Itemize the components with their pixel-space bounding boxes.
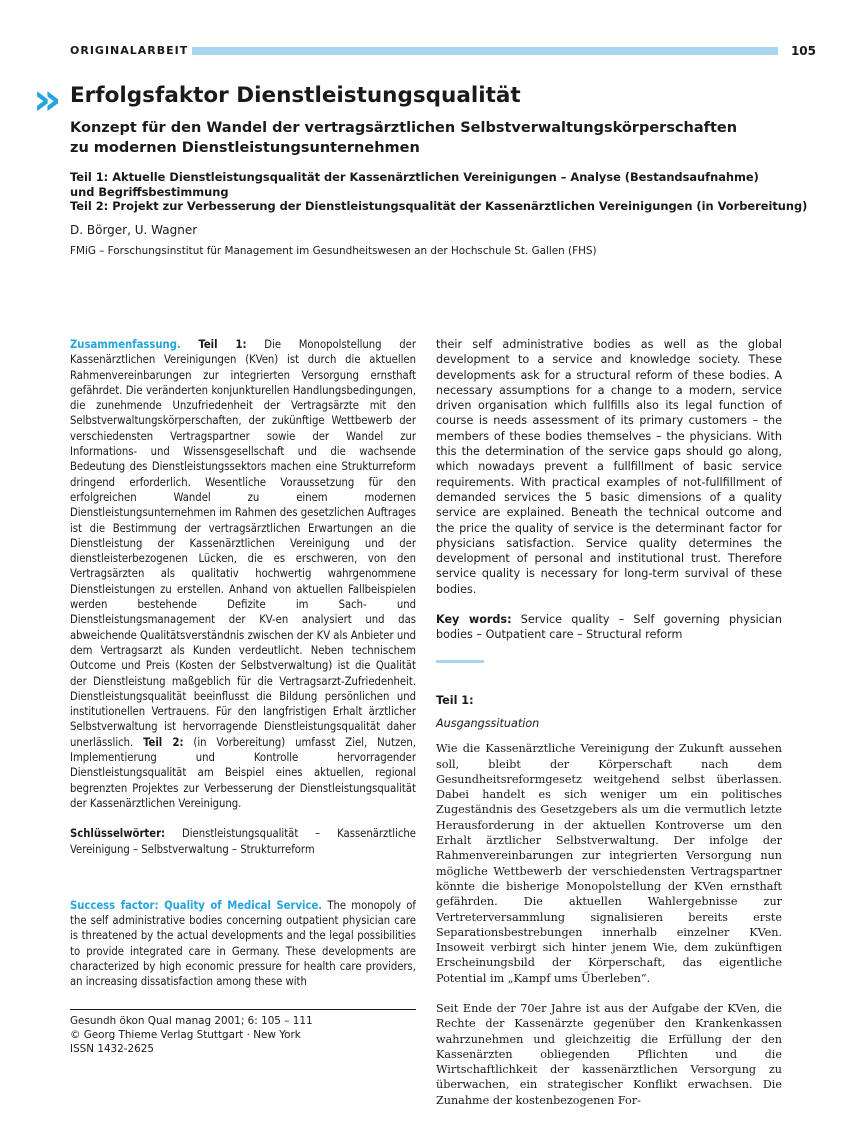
- abstract-german: [70, 337, 416, 811]
- part-title-2: Teil 2: Projekt zur Verbesserung der Dienstleistungsqualität der Kassenärztlichen Vereinigungen (in Vorbereitung): [70, 199, 808, 213]
- keywords-en-label: Key words:: [436, 613, 512, 627]
- abstract-part1-text: Die Monopolstellung der Kassenärztlichen Vereinigungen (KVen) ist durch die aktuellen Rahmenvereinbarungen zur integrierten Versorgung ernsthaft gefährdet. Die veränderten konjunkturellen Handlungsbedingungen, die zunehmende Unzufriedenheit der Vertragsärzte mit den Selbstverwaltungskörperschaften, der zukünftige Wettbewerb der verschiedensten Vertragspartner sowie der Wandel zur Informations- und Wissensgesellschaft und die wachsende Bedeutung des Dienstleistungssektors machen eine Strukturreform dringend erforderlich. Wesentliche Voraussetzung für den erfolgreichen Wandel zu einem modernen Dienstleistungsunternehmen im Rahmen des gesetzlichen Auftrages ist die Bestimmung der vertragsärztlichen Erwartungen an die Dienstleistung der Kassenärztlichen Vereinigung und der dienstleisterbezogenen Lücken, die es erschweren, von den Vertragsärzten als qualitativ hochwertig wahrgenommene Dienstleistungen zu erstellen. Anhand von aktuellen Fallbeispielen werden bestehende Defizite im Sach- und Dienstleistungsmanagement der KV-en analysiert und das abweichende Qualitätsverständnis zwischen der KV als Anbieter und dem Vertragsarzt als Kunden verdeutlicht. Neben technischem Outcome und Preis (Kosten der Selbstverwaltung) ist die Qualität der Dienstleistung maßgeblich für die Vertragsarzt-Zufriedenheit. Dienstleistungsqualität beeinflusst die Bildung persönlichen und institutionellen Vertrauens. Für den langfristigen Erhalt ärztlicher Selbstverwaltung ist hervorragende Dienstleistungsqualität daher unerlässlich.: [70, 338, 416, 749]
- body-paragraph-1: Wie die Kassenärztliche Vereinigung der Zukunft aussehen soll, bleibt der Körperschaft nach dem Gesundheitsreformgesetz weitgehend selbst überlassen. Dabei handelt es sich weniger um ein politisches Zugeständnis des Gesetzgebers als um die vermutlich letzte Herausforderung in der aktuellen Kontroverse um den Erhalt ärztlicher Selbstverwaltung. Der infolge der Rahmenvereinbarungen zur integrierten Versorgung nun mögliche Wettbewerb der verschiedensten Vertragspartner könnte die bisherige Monopolstellung der KVen ernsthaft gefährden. Die aktuellen Wahlergebnisse zur Vertreterversammlung signalisieren bereits erste Separationsbestrebungen innerhalb einzelner KVen. Insoweit verbirgt sich hinter jenem Wie, dem zukünftigen Erscheinungsbild der Körperschaft, das eigentliche Potential im „Kampf ums Überleben“.: [436, 742, 782, 985]
- footer-issn: ISSN 1432-2625: [70, 1043, 154, 1055]
- section-label: ORIGINALARBEIT: [70, 44, 189, 57]
- keywords-german: [70, 826, 416, 857]
- left-column: [70, 337, 416, 990]
- abstract-en-heading: Success factor: Quality of Medical Service.: [70, 898, 323, 912]
- part-title-1: Teil 1: Aktuelle Dienstleistungsqualität der Kassenärztlichen Vereinigungen – Analyse (Bestandsaufnahme) und Begriffsbestimmung: [70, 170, 759, 199]
- article-subtitle: Konzept für den Wandel der vertragsärztlichen Selbstverwaltungskörperschaften zu modernen Dienstleistungsunternehmen: [70, 120, 738, 156]
- keywords-english: [436, 612, 782, 643]
- section-heading: Teil 1:: [436, 693, 474, 707]
- abstract-en-text-left: The monopoly of the self administrative bodies concerning outpatient physician care is threatened by the actual developments and the legal possibilities to provide integrated care in Germany. These developments are characterized by high economic pressure for health care providers, an increasing dissatisfaction among these with: [70, 898, 416, 989]
- article-title: Erfolgsfaktor Dienstleistungsqualität: [70, 83, 521, 108]
- keywords-de-label: Schlüsselwörter:: [70, 827, 166, 841]
- abstract-english-start: [70, 898, 416, 990]
- title-mark-icon: »: [33, 74, 56, 125]
- keywords-en-text: Service quality – Self governing physician bodies – Outpatient care – Structural reform: [436, 613, 782, 642]
- running-header: [70, 44, 816, 58]
- right-column: [436, 337, 782, 1108]
- authors: D. Börger, U. Wagner: [70, 223, 198, 237]
- abstract-heading: Zusammenfassung.: [70, 338, 181, 351]
- body-paragraph-2: Seit Ende der 70er Jahre ist aus der Aufgabe der KVen, die Rechte der Kassenärzte gegenüber den Krankenkassen wahrzunehmen und gleichzeitig die Erfüllung der den Kassenärzten obliegenden Pflichten und die Wirtschaftlichkeit der kassenärztlichen Versorgung zu überwachen, ein strategischer Konflikt erwachsen. Die Zunahme der kostenbezogenen For-: [436, 1001, 782, 1107]
- abstract-english-continued: their self administrative bodies as well as the global development to a service and knowledge society. These developments ask for a structural reform of these bodies. A necessary assumptions for a change to a modern, service driven organisation which fullfills also its legal function of course is needs assessment of its primary customers – the members of these bodies themselves – the physicians. With this the determination of the service gaps should go along, which nowadays prevent a fullfillment of basic service requirements. With practical examples of not-fullfillment of demanded services the 5 basic dimensions of a quality service are explained. Beneath the technical outcome and the price the quality of service is the determinant factor for physicians satisfaction. Service quality determines the development of personal and institutional trust. Therefore service quality is necessary for long-term survival of these bodies.: [436, 338, 782, 596]
- abstract-part2-text: (in Vorbereitung) umfasst Ziel, Nutzen, Implementierung und Kontrolle hervorragender Dienstleistungsqualität am Beispiel eines aktuellen, regional begrenzten Projektes zur Verbesserung der Dienstleistungsqualität der Kassenärztlichen Vereinigung.: [70, 735, 416, 810]
- footer: [70, 1014, 416, 1056]
- header-bar: [192, 47, 778, 55]
- footer-citation: Gesundh ökon Qual manag 2001; 6: 105 – 111: [70, 1015, 313, 1027]
- footer-rule: [70, 1009, 416, 1010]
- part2-label: Teil 2:: [143, 735, 184, 749]
- subsection-heading: Ausgangssituation: [436, 716, 540, 730]
- keywords-de-text: Dienstleistungsqualität – Kassenärztliche Vereinigung – Selbstverwaltung – Strukturreform: [70, 827, 416, 856]
- part-titles: [70, 170, 830, 214]
- part1-label: Teil 1:: [198, 338, 247, 351]
- footer-publisher: © Georg Thieme Verlag Stuttgart · New York: [70, 1029, 301, 1041]
- page-number: 105: [790, 44, 816, 58]
- affiliation: FMiG – Forschungsinstitut für Management im Gesundheitswesen an der Hochschule St. Gallen (FHS): [70, 245, 597, 257]
